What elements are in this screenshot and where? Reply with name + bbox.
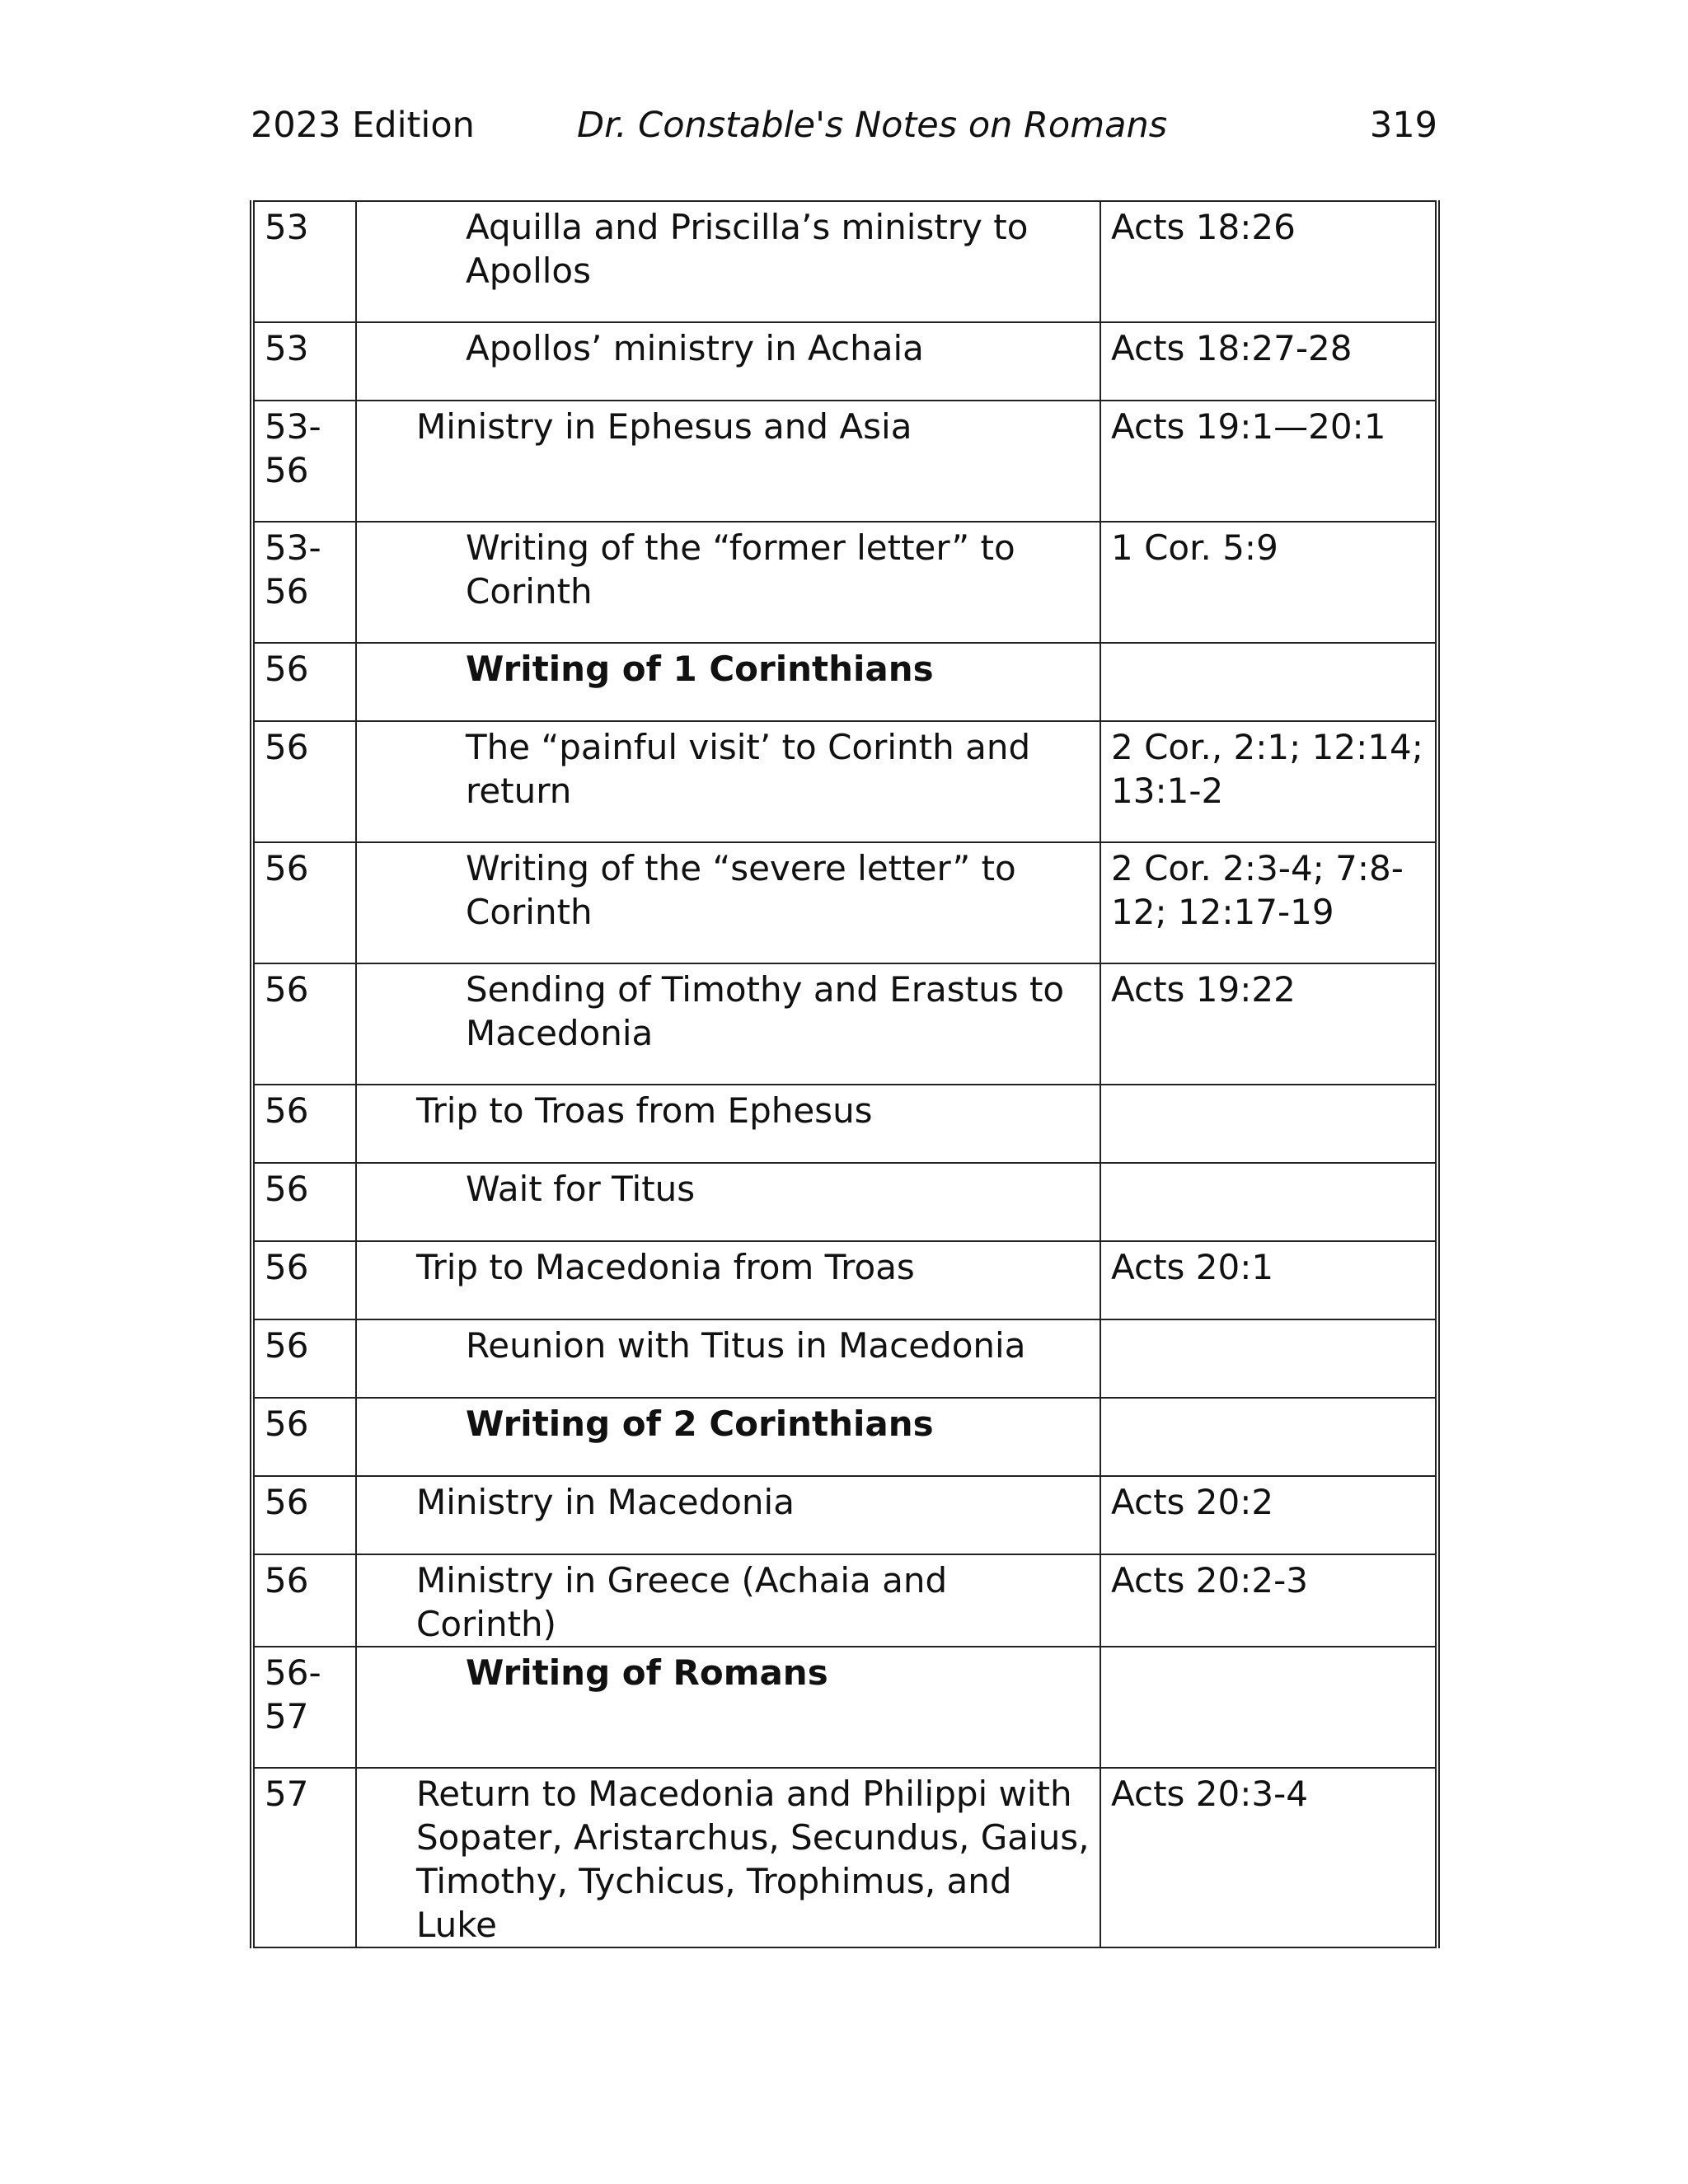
table-row [252, 1476, 1437, 1554]
scripture-reference-cell [1100, 1647, 1437, 1768]
year-cell: 56 [252, 1319, 356, 1398]
scripture-reference-cell [1100, 643, 1437, 721]
event-cell: Writing of the “former letter” to Corinth [356, 522, 1100, 643]
table-row [252, 1241, 1437, 1319]
year-cell: 53-56 [252, 401, 356, 522]
scripture-reference-cell: Acts 20:2-3 [1100, 1554, 1437, 1647]
table-row [252, 1163, 1437, 1241]
page-number: 319 [1369, 105, 1437, 146]
chronology-table [250, 200, 1440, 1948]
year-cell: 56 [252, 1476, 356, 1554]
year-cell: 56 [252, 721, 356, 842]
year-cell: 56 [252, 1241, 356, 1319]
table-row [252, 201, 1437, 322]
scripture-reference-cell: 2 Cor. 2:3-4; 7:8-12; 12:17-19 [1100, 842, 1437, 963]
event-cell: Ministry in Macedonia [356, 1476, 1100, 1554]
event-cell: Trip to Troas from Ephesus [356, 1085, 1100, 1163]
table-row [252, 721, 1437, 842]
table-row [252, 643, 1437, 721]
event-cell: Ministry in Ephesus and Asia [356, 401, 1100, 522]
event-cell: Sending of Timothy and Erastus to Macedonia [356, 963, 1100, 1085]
year-cell: 53 [252, 322, 356, 401]
table-row [252, 1768, 1437, 1947]
event-cell: Wait for Titus [356, 1163, 1100, 1241]
scripture-reference-cell [1100, 1085, 1437, 1163]
event-cell: Apollos’ ministry in Achaia [356, 322, 1100, 401]
book-title: Dr. Constable's Notes on Romans [577, 105, 1168, 146]
event-cell: Writing of the “severe letter” to Corinth [356, 842, 1100, 963]
table-row [252, 1554, 1437, 1647]
year-cell: 53-56 [252, 522, 356, 643]
event-cell: The “painful visit’ to Corinth and return [356, 721, 1100, 842]
table-row [252, 1085, 1437, 1163]
scripture-reference-cell: Acts 20:3-4 [1100, 1768, 1437, 1947]
table-row [252, 963, 1437, 1085]
year-cell: 57 [252, 1768, 356, 1947]
scripture-reference-cell [1100, 1398, 1437, 1476]
year-cell: 56 [252, 1163, 356, 1241]
scripture-reference-cell: Acts 20:2 [1100, 1476, 1437, 1554]
chronology-body [252, 201, 1437, 1947]
table-row [252, 1647, 1437, 1768]
year-cell: 56 [252, 1398, 356, 1476]
table-row [252, 1398, 1437, 1476]
table-row [252, 522, 1437, 643]
running-header [251, 101, 1437, 150]
table-row [252, 322, 1437, 401]
year-cell: 56-57 [252, 1647, 356, 1768]
year-cell: 56 [252, 1554, 356, 1647]
scripture-reference-cell [1100, 1163, 1437, 1241]
event-cell: Aquilla and Priscilla’s ministry to Apollos [356, 201, 1100, 322]
scripture-reference-cell: Acts 19:1—20:1 [1100, 401, 1437, 522]
table-row [252, 842, 1437, 963]
scripture-reference-cell: 1 Cor. 5:9 [1100, 522, 1437, 643]
year-cell: 56 [252, 842, 356, 963]
event-cell: Trip to Macedonia from Troas [356, 1241, 1100, 1319]
scripture-reference-cell: Acts 18:27-28 [1100, 322, 1437, 401]
scripture-reference-cell [1100, 1319, 1437, 1398]
year-cell: 56 [252, 1085, 356, 1163]
event-cell: Writing of Romans [356, 1647, 1100, 1768]
year-cell: 56 [252, 963, 356, 1085]
table-row [252, 1319, 1437, 1398]
scripture-reference-cell: Acts 20:1 [1100, 1241, 1437, 1319]
event-cell: Return to Macedonia and Philippi with Sopater, Aristarchus, Secundus, Gaius, Timothy, Tychicus, Trophimus, and Luke [356, 1768, 1100, 1947]
table-row [252, 401, 1437, 522]
scripture-reference-cell: Acts 19:22 [1100, 963, 1437, 1085]
scripture-reference-cell: Acts 18:26 [1100, 201, 1437, 322]
event-cell: Ministry in Greece (Achaia and Corinth) [356, 1554, 1100, 1647]
edition-label: 2023 Edition [251, 105, 475, 146]
scripture-reference-cell: 2 Cor., 2:1; 12:14; 13:1-2 [1100, 721, 1437, 842]
event-cell: Writing of 2 Corinthians [356, 1398, 1100, 1476]
year-cell: 56 [252, 643, 356, 721]
year-cell: 53 [252, 201, 356, 322]
event-cell: Reunion with Titus in Macedonia [356, 1319, 1100, 1398]
event-cell: Writing of 1 Corinthians [356, 643, 1100, 721]
